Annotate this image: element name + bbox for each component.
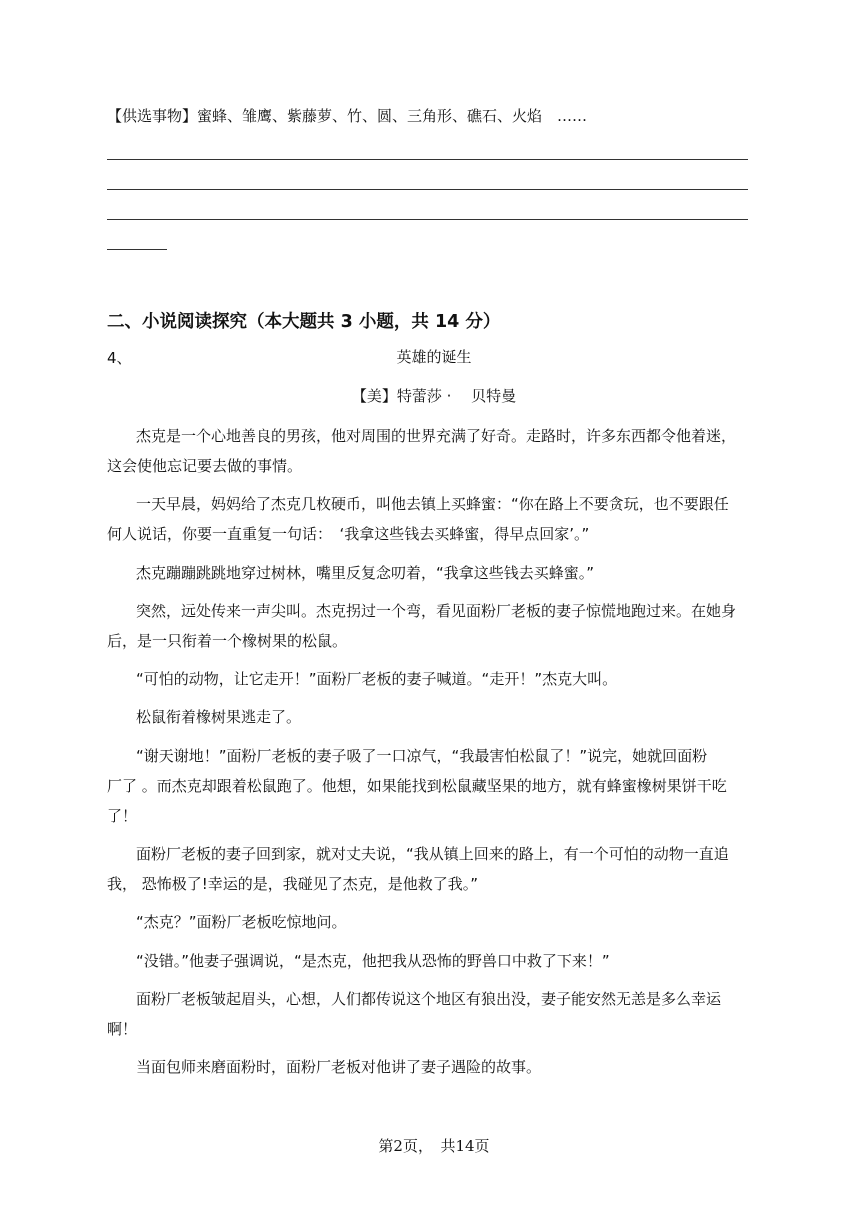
paragraph-line: “杰克？”面粉厂老板吃惊地问。 [136,913,347,931]
paragraph-line: 突然，远处传来一声尖叫。杰克拐过一个弯，看见面粉厂老板的妻子惊慌地跑过来。在她身 [136,602,737,620]
paragraph-line: 一天早晨，妈妈给了杰克几枚硬币，叫他去镇上买蜂蜜：“你在路上不要贪玩，也不要跟任 [136,495,729,513]
paragraph-line: 当面包师来磨面粉时，面粉厂老板对他讲了妻子遇险的故事。 [136,1058,542,1076]
page-footer: 第2页， 共14页 [378,1137,490,1155]
paragraph-line: “可怕的动物，让它走开！”面粉厂老板的妻子喊道。“走开！”杰克大叫。 [136,670,618,688]
paragraph-line: 面粉厂老板的妻子回到家，就对丈夫说，“我从镇上回来的路上，有一个可怕的动物一直追 [136,845,729,863]
paragraph-line: 何人说话，你要一直重复一句话： ‘我拿这些钱去买蜂蜜，得早点回家’。” [107,525,590,543]
paragraph-line: 后，是一只衔着一个橡树果的松鼠。 [107,632,348,650]
answer-line-2[interactable] [107,189,748,190]
paragraph-line: 这会使他忘记要去做的事情。 [107,457,303,475]
question-number: 4、 [107,349,132,367]
story-author: 【美】特蕾莎 · 贝特曼 [351,387,517,405]
section-heading: 二、小说阅读探究（本大题共 3 小题，共 14 分） [107,312,501,332]
paragraph-line: 啊！ [107,1020,138,1038]
paragraph-line: 了！ [107,807,138,825]
paragraph-line: 我， 恐怖极了!幸运的是，我碰见了杰克，是他救了我。” [107,875,479,893]
options-list: 【供选事物】蜜蜂、雏鹰、紫藤萝、竹、圆、三角形、礁石、火焰 …… [107,107,588,125]
paragraph-line: 杰克蹦蹦跳跳地穿过树林，嘴里反复念叨着，“我拿这些钱去买蜂蜜。” [136,564,595,582]
answer-line-1[interactable] [107,159,748,160]
paragraph-line: “谢天谢地！”面粉厂老板的妻子吸了一口凉气，“我最害怕松鼠了！”说完，她就回面粉 [136,747,708,765]
answer-line-3[interactable] [107,219,748,220]
story-title: 英雄的诞生 [396,348,472,366]
paragraph-line: 松鼠衔着橡树果逃走了。 [136,708,302,726]
answer-line-4[interactable] [107,249,167,250]
paragraph-line: 厂了 。而杰克却跟着松鼠跑了。他想，如果能找到松鼠藏坚果的地方，就有蜂蜜橡树果饼干吃 [107,777,727,795]
paragraph-line: 面粉厂老板皱起眉头，心想，人们都传说这个地区有狼出没，妻子能安然无恙是多么幸运 [136,990,722,1008]
paragraph-line: “没错。”他妻子强调说，“是杰克，他把我从恐怖的野兽口中救了下来！” [136,952,610,970]
paragraph-line: 杰克是一个心地善良的男孩，他对周围的世界充满了好奇。走路时，许多东西都令他着迷， [136,427,737,445]
